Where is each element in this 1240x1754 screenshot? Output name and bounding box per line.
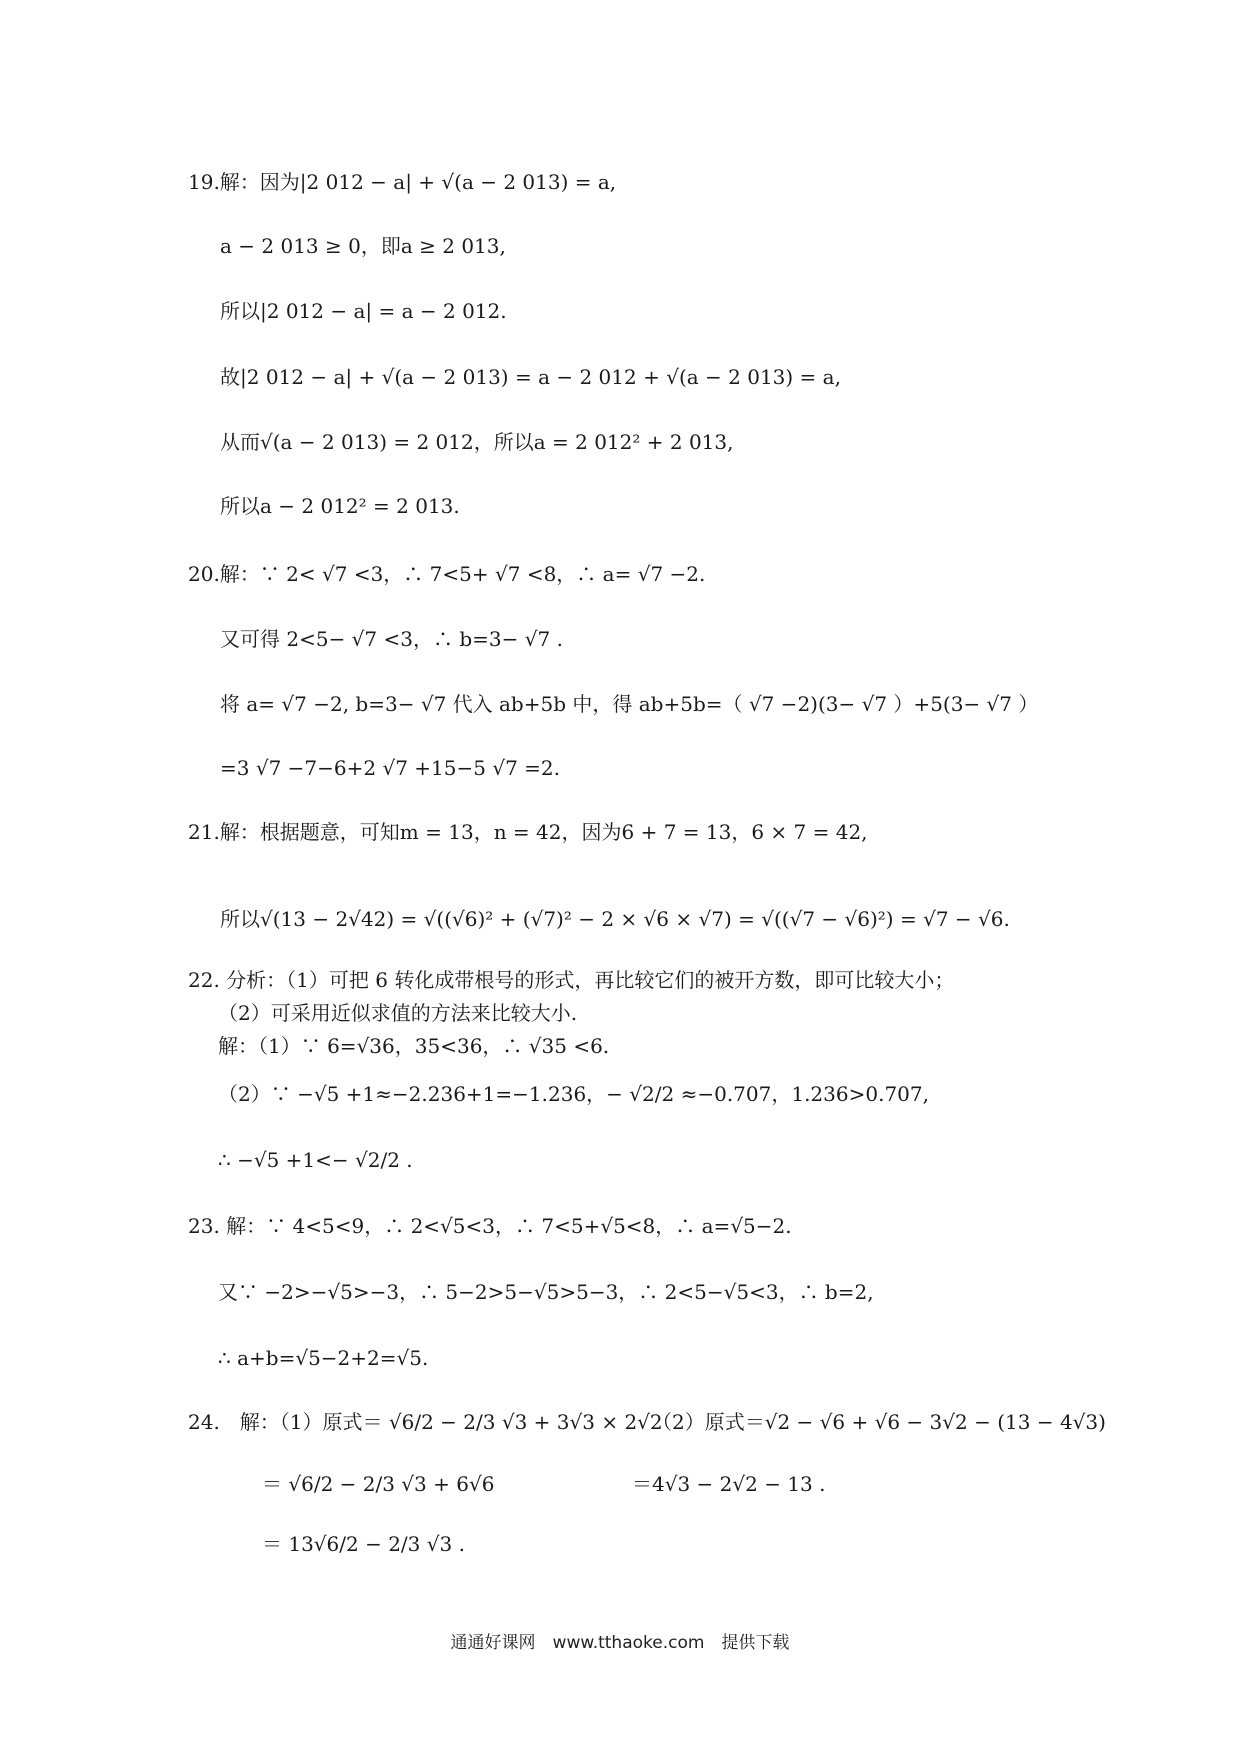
q23-line-2: 又∵ −2>−√5>−3，∴ 5−2>5−√5>5−3，∴ 2<5−√5<3，∴ b=2, xyxy=(218,1280,874,1304)
q19-line-1: 19.解：因为|2 012 − a| + √(a − 2 013) = a, xyxy=(188,170,617,194)
q22-solution-2: （2）∵ −√5 +1≈−2.236+1=−1.236，− √2/2 ≈−0.707，1.236>0.707, xyxy=(218,1082,929,1106)
q20-line-1: 20.解：∵ 2< √7 <3，∴ 7<5+ √7 <8，∴ a= √7 −2. xyxy=(188,562,706,586)
q21-line-2: 所以√(13 − 2√42) = √((√6)² + (√7)² − 2 × √6 × √7) = √((√7 − √6)²) = √7 − √6. xyxy=(220,907,1010,931)
q20-line-4: =3 √7 −7−6+2 √7 +15−5 √7 =2. xyxy=(220,756,561,780)
q23-line-1: 23. 解：∵ 4<5<9，∴ 2<√5<3，∴ 7<5+√5<8，∴ a=√5−2. xyxy=(188,1214,792,1238)
q19-line-6: 所以a − 2 012² = 2 013. xyxy=(220,494,460,518)
q24-part2-line-1: （2）原式＝√2 − √6 + √6 − 3√2 − (13 − 4√3) xyxy=(652,1410,1106,1434)
q24-part1-line-1: 24. 解：（1）原式＝ √6/2 − 2/3 √3 + 3√3 × 2√2 xyxy=(188,1410,663,1434)
footer-source: 通通好课网 www.tthaoke.com 提供下载 xyxy=(450,1633,790,1653)
q24-part1-line-2: ＝ √6/2 − 2/3 √3 + 6√6 xyxy=(262,1472,495,1496)
q24-part1-line-3: ＝ 13√6/2 − 2/3 √3 . xyxy=(262,1532,465,1556)
q21-line-1: 21.解：根据题意，可知m = 13，n = 42，因为6 + 7 = 13，6 × 7 = 42, xyxy=(188,820,868,844)
q22-analysis-1: 22. 分析：（1）可把 6 转化成带根号的形式，再比较它们的被开方数，即可比较大小； xyxy=(188,968,955,992)
q19-line-2: a − 2 013 ≥ 0，即a ≥ 2 013, xyxy=(220,234,506,258)
q22-analysis-2: （2）可采用近似求值的方法来比较大小. xyxy=(218,1001,578,1025)
q19-line-3: 所以|2 012 − a| = a − 2 012. xyxy=(220,299,507,323)
q24-part2-line-2: ＝4√3 − 2√2 − 13 . xyxy=(632,1472,826,1496)
q23-line-3: ∴ a+b=√5−2+2=√5. xyxy=(218,1346,429,1370)
q19-line-5: 从而√(a − 2 013) = 2 012，所以a = 2 012² + 2 013, xyxy=(220,430,734,454)
q22-solution-1: 解：（1）∵ 6=√36，35<36，∴ √35 <6. xyxy=(218,1034,610,1058)
q22-solution-3: ∴ −√5 +1<− √2/2 . xyxy=(218,1148,413,1172)
q20-line-2: 又可得 2<5− √7 <3，∴ b=3− √7 . xyxy=(220,627,563,651)
q20-line-3: 将 a= √7 −2, b=3− √7 代入 ab+5b 中，得 ab+5b=（ √7 −2)(3− √7 ）+5(3− √7 ） xyxy=(220,692,1039,716)
q19-line-4: 故|2 012 − a| + √(a − 2 013) = a − 2 012 + √(a − 2 013) = a, xyxy=(220,365,841,389)
